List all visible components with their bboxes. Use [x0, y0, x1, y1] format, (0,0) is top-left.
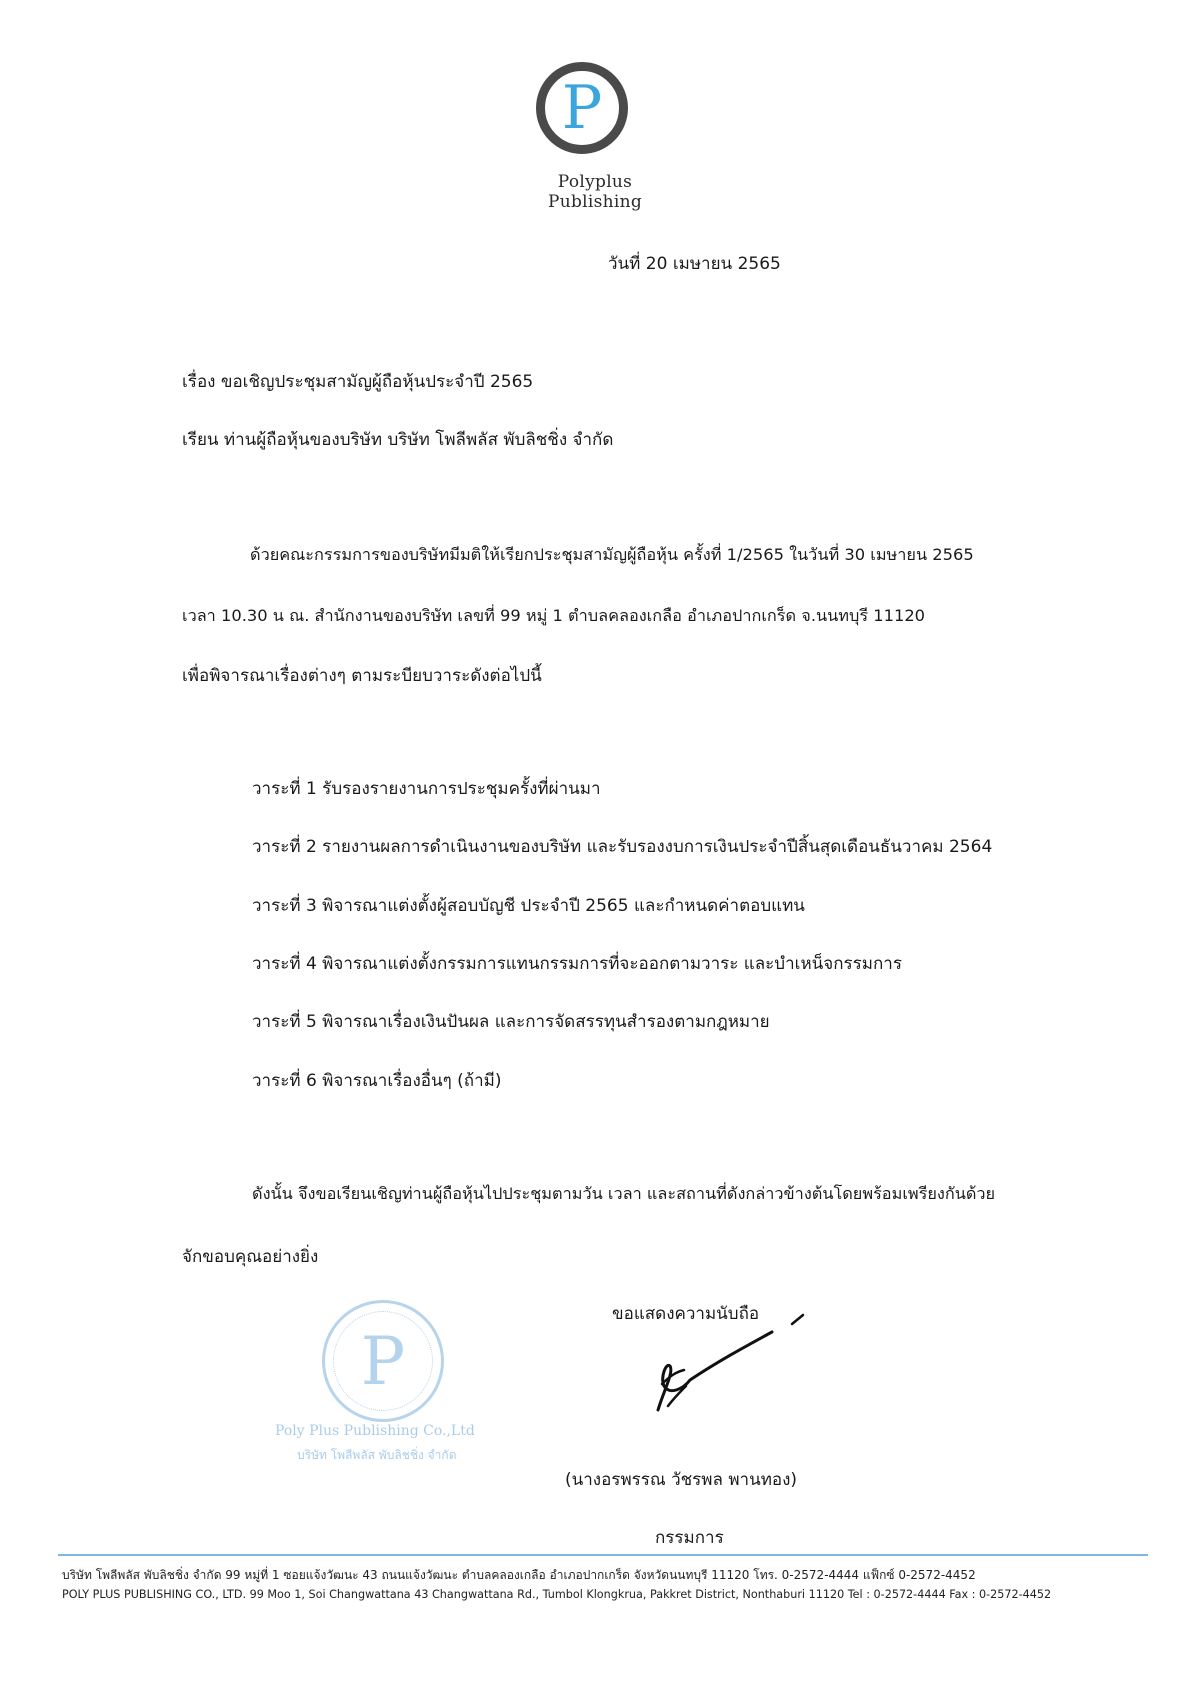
agenda-item-1: วาระที่ 1 รับรองรายงานการประชุมครั้งที่ผ่านมา	[252, 779, 601, 799]
handwritten-signature	[640, 1310, 820, 1430]
body-line-2: เวลา 10.30 น ณ. สำนักงานของบริษัท เลขที่ 99 หมู่ 1 ตำบลคลองเกลือ อำเภอปากเกร็ด จ.นนทบุรี 11120	[182, 606, 926, 625]
signer-title: กรรมการ	[655, 1528, 724, 1548]
body-line-1: ด้วยคณะกรรมการของบริษัทมีมติให้เรียกประชุมสามัญผู้ถือหุ้น ครั้งที่ 1/2565 ในวันที่ 30 เมษายน 2565	[250, 545, 974, 564]
footer-rule	[58, 1554, 1148, 1556]
closing-line-2: จักขอบคุณอย่างยิ่ง	[182, 1247, 319, 1267]
company-stamp-text-th: บริษัท โพลีพลัส พับลิชชิ่ง จำกัด	[297, 1448, 457, 1462]
company-stamp-text-en: Poly Plus Publishing Co.,Ltd	[275, 1423, 475, 1439]
brand-line-1: Polyplus	[557, 172, 633, 192]
closing-line-1: ดังนั้น จึงขอเรียนเชิญท่านผู้ถือหุ้นไปประชุมตามวัน เวลา และสถานที่ดังกล่าวข้างต้นโดยพร้อมเพรียงกันด้วย	[252, 1184, 996, 1203]
footer-address-thai: บริษัท โพลีพลัส พับลิชชิ่ง จำกัด 99 หมู่ที่ 1 ซอยแจ้งวัฒนะ 43 ถนนแจ้งวัฒนะ ตำบลคลองเกลือ อำเภอปากเกร็ด จังหวัดนนทบุรี 11120 โทร. 0-2572-4444 แฟ็กซ์ 0-2572-4452	[62, 1568, 976, 1582]
letter-subject: เรื่อง ขอเชิญประชุมสามัญผู้ถือหุ้นประจำปี 2565	[182, 372, 534, 392]
agenda-item-6: วาระที่ 6 พิจารณาเรื่องอื่นๆ (ถ้ามี)	[252, 1071, 502, 1091]
signer-name: (นางอรพรรณ วัชรพล พานทอง)	[565, 1470, 798, 1490]
body-line-3: เพื่อพิจารณาเรื่องต่างๆ ตามระบียบวาระดังต่อไปนี้	[182, 666, 542, 686]
agenda-item-2: วาระที่ 2 รายงานผลการดำเนินงานของบริษัท และรับรองงบการเงินประจำปีสิ้นสุดเดือนธันวาคม 2564	[252, 837, 993, 857]
company-stamp-letter: P	[360, 1322, 406, 1400]
company-logo-letter: P	[561, 73, 603, 143]
footer-address-english: POLY PLUS PUBLISHING CO., LTD. 99 Moo 1, Soi Changwattana 43 Changwattana Rd., Tumbol Klongkrua, Pakkret District, Nonthaburi 11120 Tel : 0-2572-4444 Fax : 0-2572-4452	[62, 1588, 1052, 1601]
regards: ขอแสดงความนับถือ	[612, 1304, 760, 1324]
agenda-item-3: วาระที่ 3 พิจารณาแต่งตั้งผู้สอบบัญชี ประจำปี 2565 และกำหนดค่าตอบแทน	[252, 896, 805, 916]
agenda-item-4: วาระที่ 4 พิจารณาแต่งตั้งกรรมการแทนกรรมการที่จะออกตามวาระ และบำเหน็จกรรมการ	[252, 954, 902, 974]
agenda-item-5: วาระที่ 5 พิจารณาเรื่องเงินปันผล และการจัดสรรทุนสำรองตามกฎหมาย	[252, 1012, 770, 1032]
letter-recipient: เรียน ท่านผู้ถือหุ้นของบริษัท บริษัท โพลีพลัส พับลิชชิ่ง จำกัด	[182, 430, 614, 450]
letter-date: วันที่ 20 เมษายน 2565	[608, 254, 781, 274]
brand-line-2: Publishing	[547, 192, 643, 212]
